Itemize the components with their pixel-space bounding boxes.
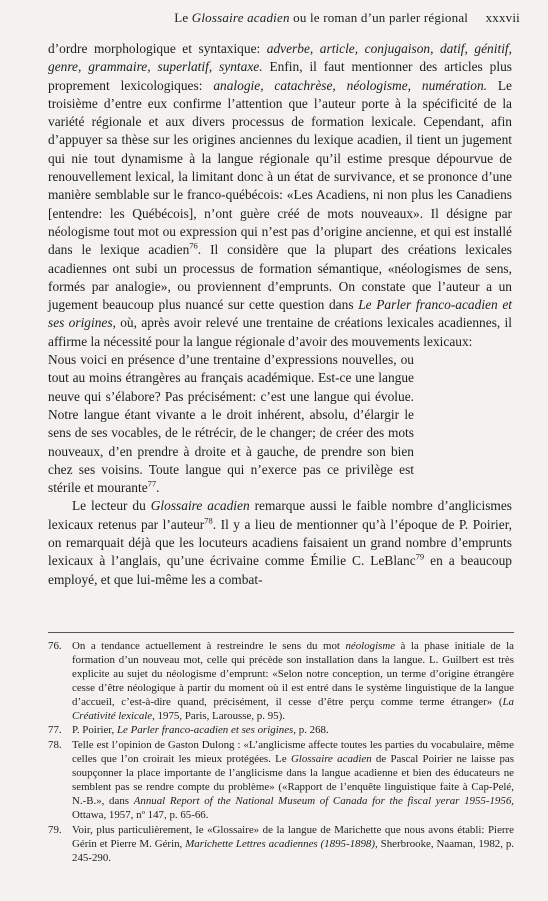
block-quote: Nous voici en présence d’une trentaine d’expressions nouvelles, ou tout au moins étrangères au français académique. Est-ce une langue neuve qui s’élabore? Pas précisément: c’est une langue qui évolue. Notre langue étant vivante a le droit inhérent, absolu, d’élargir le sens de ses vocables, de le rétrécir, de le changer; de créer des mots nouveaux, d’en prendre à droite et à gauche, de prendre son bien chez ses voisins. Toute langue qui n’exerce pas ce privilège est stérile et mourante$^{77}$. <box>48 352 414 496</box>
paragraph-1: d’ordre morphologique et syntaxique: adverbe, article, conjugaison, datif, génitif, genre, grammaire, superlatif, syntaxe. Enfin, il faut mentionner des articles plus proprement lexicologiques: analogie, catachrèse, néologisme, numération. Le troisième d’entre eux confirme l’attention que l’auteur porte à la spécificité de la variété régionale et aux divers processus de formation lexicale. Cependant, afin d’appuyer sa thèse sur les origines anciennes du lexique acadien, il tient un jugement qui nie tout dynamisme à la langue régionale qu’il estime presque dépourvue de renouvellement lexical, la limitant donc à un état de survivance, et se prononce d’une manière semblable sur le franco-québécois: «Les Acadiens, ni non plus les Canadiens [entendre: les Québécois], n’ont guère créé de mots nouveaux». Il désigne par néologisme tout mot ou expression qui n’est pas d’origine ancienne, et qui est installé dans le lexique acadien$^{76}$. Il considère que la plupart des créations lexicales acadiennes ont subi un processus de formation sémantique, «néologismes de sens, formés par analogie», ou proviennent d’emprunts. On constate que l’auteur a un jugement beaucoup plus nuancé sur cette question dans Le Parler franco-acadien et ses origines, où, après avoir relevé une trentaine de créations lexicales acadiennes, il affirme la nécessité pour la langue régionale d’avoir des mouvements lexicaux: <box>48 41 512 349</box>
footnote-ref-77[interactable]: 77 <box>147 478 157 489</box>
footnote-number: 76. <box>48 640 62 652</box>
main-text <box>48 40 512 589</box>
footnote-78 <box>48 739 514 822</box>
footnote-ref-79[interactable]: 79 <box>415 551 425 562</box>
footnote-number: 77. <box>48 724 62 737</box>
page-number: xxxvii <box>485 10 520 25</box>
footnote-text: Voir, plus particulièrement, le «Glossaire» de la langue de Marichette que nous avons établi: Pierre Gérin et Pierre M. Gérin, Marichette Lettres acadiennes (1895-1898), Sherbrooke, Naaman, 1982, p. 245-290. <box>72 823 515 864</box>
footnote-text: Telle est l’opinion de Gaston Dulong : «L’anglicisme affecte toutes les parties du vocabulaire, même celles que l’on croirait les mieux protégées. Le Glossaire acadien de Pascal Poirier ne laisse pas soupçonner la place importante de l’anglicisme dans la langue acadienne et bien des éducateurs ne semblent pas se rendre compte du problème» («Rapport de l’enquête linguistique faite à Cap-Pelé, N.-B.», dans Annual Report of the National Museum of Canada for the fiscal yerar 1955-1956, Ottawa, 1957, nº 147, p. 65-66. <box>72 739 514 821</box>
footnotes <box>48 640 514 867</box>
paragraph-2: Le lecteur du Glossaire acadien remarque aussi le faible nombre d’anglicismes lexicaux retenus par l’auteur$^{78}$. Il y a lieu de mentionner qu’à l’époque de P. Poirier, on remarquait déjà que les locuteurs acadiens faisaient un grand nombre d’emprunts lexicaux à l’anglais, qu’une écrivaine comme Émilie C. LeBlanc$^{79}$ en a beaucoup employé, et que lui-même les a combat- <box>48 498 512 587</box>
footnote-79 <box>48 824 514 866</box>
running-header <box>0 10 520 26</box>
footnote-77 <box>48 724 514 738</box>
term-list-1: adverbe, article, conjugaison, datif, génitif, genre, grammaire, superlatif, syntaxe. <box>48 41 512 75</box>
footnote-text: On a tendance actuellement à restreindre le sens du mot néologisme à la phase initiale de la formation d’un nouveau mot, celle qui précède son installation dans la langue. L. Guilbert est très explicite au sujet du néologisme d’emprunt: «Selon notre conception, un terme d’origine étrangère cesse d’être néologique à partir du moment où il est entré dans le système linguistique de la langue d’accueil, c’est-à-dire quand, précisément, il cesse d’être perçu comme terme étranger» (La Créativité lexicale, 1975, Paris, Larousse, p. 95). <box>72 640 514 722</box>
footnote-number: 79. <box>48 823 62 836</box>
footnote-text: P. Poirier, Le Parler franco-acadien et ses origines, p. 268. <box>72 724 329 737</box>
footnote-ref-78[interactable]: 78 <box>204 515 213 526</box>
footnote-separator <box>48 632 514 633</box>
term-list-2: analogie, catachrèse, néologisme, numération. <box>213 77 487 93</box>
footnote-number: 78. <box>48 739 62 752</box>
footnote-ref-76[interactable]: 76 <box>189 240 198 251</box>
footnote-76 <box>48 640 514 723</box>
glossaire-title-italic: Glossaire acadien <box>150 498 250 514</box>
book-title-italic: Le Parler franco-acadien et ses origines <box>48 297 512 331</box>
header-title-italic: Glossaire acadien <box>191 10 290 25</box>
header-title: Le Glossaire acadien ou le roman d’un parler régional <box>174 10 469 25</box>
